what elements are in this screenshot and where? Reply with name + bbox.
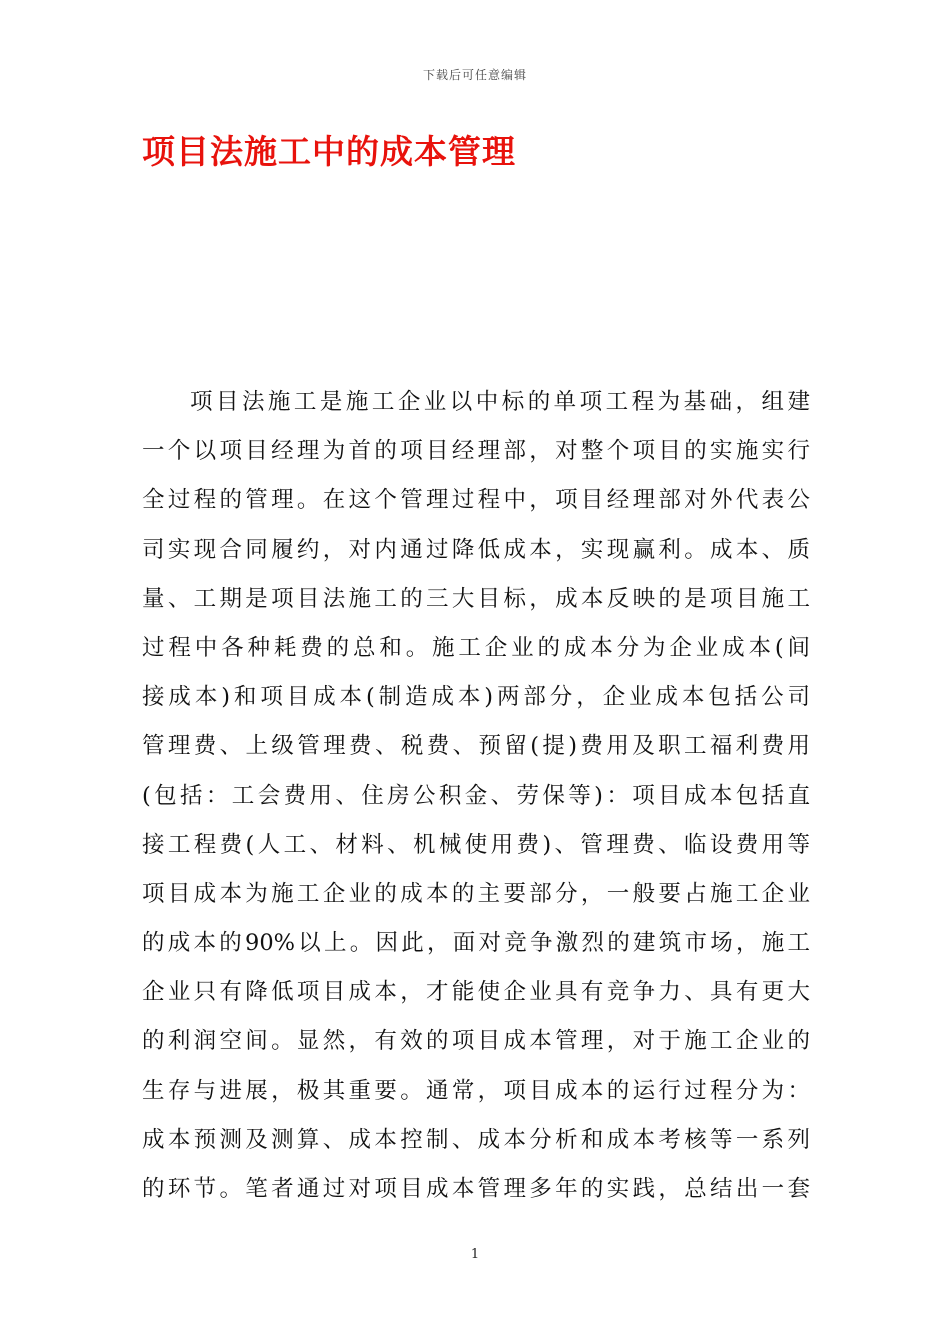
body-line: 一个以项目经理为首的项目经理部，对整个项目的实施实行 bbox=[142, 438, 810, 465]
header-note: 下载后可任意编辑 bbox=[422, 68, 527, 82]
body-line: 的环节。笔者通过对项目成本管理多年的实践，总结出一套 bbox=[142, 1176, 810, 1202]
body-line: (包括：工会费用、住房公积金、劳保等)：项目成本包括直 bbox=[142, 782, 810, 809]
document-title: 项目法施工中的成本管理 bbox=[142, 132, 516, 171]
body-paragraph bbox=[142, 378, 810, 1214]
body-line: 项目成本为施工企业的成本的主要部分，一般要占施工企业 bbox=[142, 880, 810, 907]
body-line: 的利润空间。显然，有效的项目成本管理，对于施工企业的 bbox=[142, 1028, 810, 1055]
body-line: 项目法施工是施工企业以中标的单项工程为基础，组建 bbox=[190, 389, 810, 415]
body-line: 生存与进展，极其重要。通常，项目成本的运行过程分为： bbox=[142, 1077, 810, 1104]
body-line: 的成本的90%以上。因此，面对竞争激烈的建筑市场，施工 bbox=[142, 930, 810, 957]
body-line: 管理费、上级管理费、税费、预留(提)费用及职工福利费用 bbox=[142, 733, 810, 760]
body-line: 全过程的管理。在这个管理过程中，项目经理部对外代表公 bbox=[142, 487, 810, 514]
body-line: 接成本)和项目成本(制造成本)两部分，企业成本包括公司 bbox=[142, 684, 810, 711]
body-line: 成本预测及测算、成本控制、成本分析和成本考核等一系列 bbox=[142, 1126, 810, 1153]
body-line: 过程中各种耗费的总和。施工企业的成本分为企业成本(间 bbox=[142, 634, 810, 661]
body-line: 司实现合同履约，对内通过降低成本，实现赢利。成本、质 bbox=[142, 536, 810, 563]
body-line: 企业只有降低项目成本，才能使企业具有竞争力、具有更大 bbox=[142, 979, 810, 1006]
page-number: 1 bbox=[470, 1247, 480, 1262]
body-line: 量、工期是项目法施工的三大目标，成本反映的是项目施工 bbox=[142, 585, 810, 612]
body-line: 接工程费(人工、材料、机械使用费)、管理费、临设费用等 bbox=[142, 831, 810, 858]
